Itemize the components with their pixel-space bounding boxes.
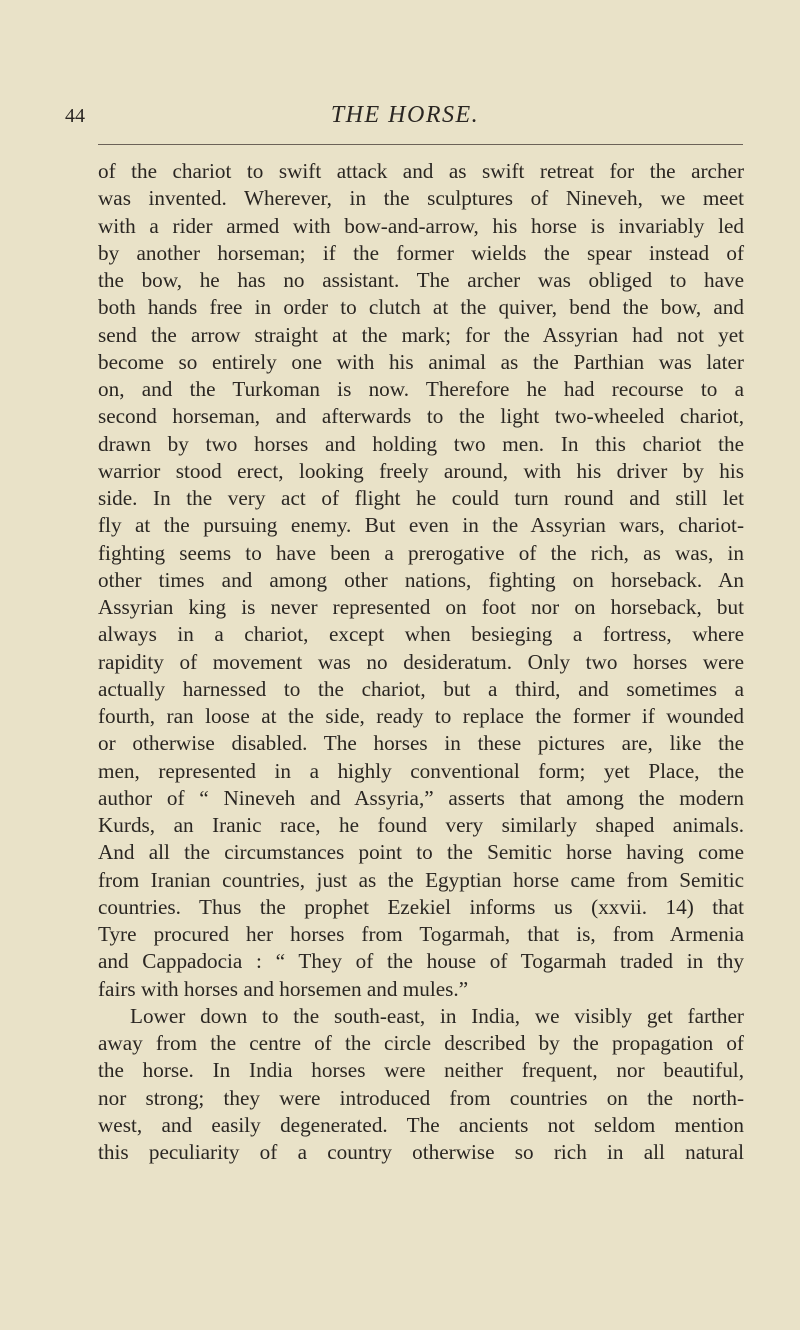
- text-line: fourth, ran loose at the side, ready to replace the former if wounded: [98, 704, 744, 728]
- text-line: And all the circumstances point to the Semitic horse having come: [98, 840, 744, 865]
- text-line: Tyre procured her horses from Togarmah, that is, from Armenia: [98, 922, 744, 946]
- text-line: or otherwise disabled. The horses in these pictures are, like the: [98, 731, 744, 756]
- text-line: by another horseman; if the former wields the spear instead of: [98, 240, 744, 265]
- text-line: rapidity of movement was no desideratum. Only two horses were: [98, 649, 744, 674]
- text-line: fairs with horses and horsemen and mules.”: [98, 976, 469, 1001]
- text-line: side. In the very act of flight he could turn round and still let: [98, 486, 744, 510]
- text-line: countries. Thus the prophet Ezekiel informs us (xxvii. 14) that: [98, 894, 744, 919]
- text-line: the horse. In India horses were neither frequent, nor beautiful,: [98, 1058, 744, 1083]
- text-line: Kurds, an Iranic race, he found very similarly shaped animals.: [98, 813, 744, 837]
- text-line: the bow, he has no assistant. The archer was obliged to have: [98, 268, 744, 292]
- page-number: 44: [65, 105, 85, 127]
- text-line: drawn by two horses and holding two men. In this chariot the: [98, 431, 744, 456]
- page-header: [65, 78, 745, 128]
- text-line: and Cappadocia : “ They of the house of Togarmah traded in thy: [98, 949, 744, 974]
- text-line: away from the centre of the circle described by the propagation of: [98, 1031, 744, 1055]
- text-line: always in a chariot, except when besieging a fortress, where: [98, 622, 744, 647]
- text-line: become so entirely one with his animal as the Parthian was later: [98, 349, 744, 374]
- text-line: send the arrow straight at the mark; for the Assyrian had not yet: [98, 322, 744, 347]
- text-line: was invented. Wherever, in the sculptures of Nineveh, we meet: [98, 186, 744, 211]
- text-line: second horseman, and afterwards to the light two-wheeled chariot,: [98, 404, 744, 429]
- text-line: from Iranian countries, just as the Egyptian horse came from Semitic: [98, 867, 744, 892]
- text-line: actually harnessed to the chariot, but a third, and sometimes a: [98, 676, 744, 701]
- text-line: men, represented in a highly conventional form; yet Place, the: [98, 758, 744, 783]
- header-rule: [98, 144, 743, 145]
- text-line: fighting seems to have been a prerogative of the rich, as was, in: [98, 540, 744, 565]
- text-line: with a rider armed with bow-and-arrow, his horse is invariably led: [98, 213, 744, 238]
- text-line: this peculiarity of a country otherwise so rich in all natural: [98, 1140, 744, 1164]
- text-line: other times and among other nations, fighting on horseback. An: [98, 567, 744, 592]
- text-line: on, and the Turkoman is now. Therefore he had recourse to a: [98, 377, 744, 401]
- text-line: Assyrian king is never represented on foot nor on horseback, but: [98, 595, 744, 619]
- text-line: west, and easily degenerated. The ancients not seldom mention: [98, 1112, 744, 1137]
- text-line: fly at the pursuing enemy. But even in the Assyrian wars, chariot-: [98, 513, 744, 538]
- text-line: both hands free in order to clutch at the quiver, bend the bow, and: [98, 295, 744, 320]
- body-text: [98, 158, 744, 1166]
- running-head: THE HORSE.: [330, 102, 480, 128]
- text-line: of the chariot to swift attack and as swift retreat for the archer: [98, 159, 744, 183]
- text-line: Lower down to the south-east, in India, we visibly get farther: [130, 1003, 744, 1028]
- text-line: nor strong; they were introduced from countries on the north-: [98, 1085, 744, 1110]
- text-line: warrior stood erect, looking freely around, with his driver by his: [98, 458, 744, 483]
- text-line: author of “ Nineveh and Assyria,” asserts that among the modern: [98, 785, 744, 810]
